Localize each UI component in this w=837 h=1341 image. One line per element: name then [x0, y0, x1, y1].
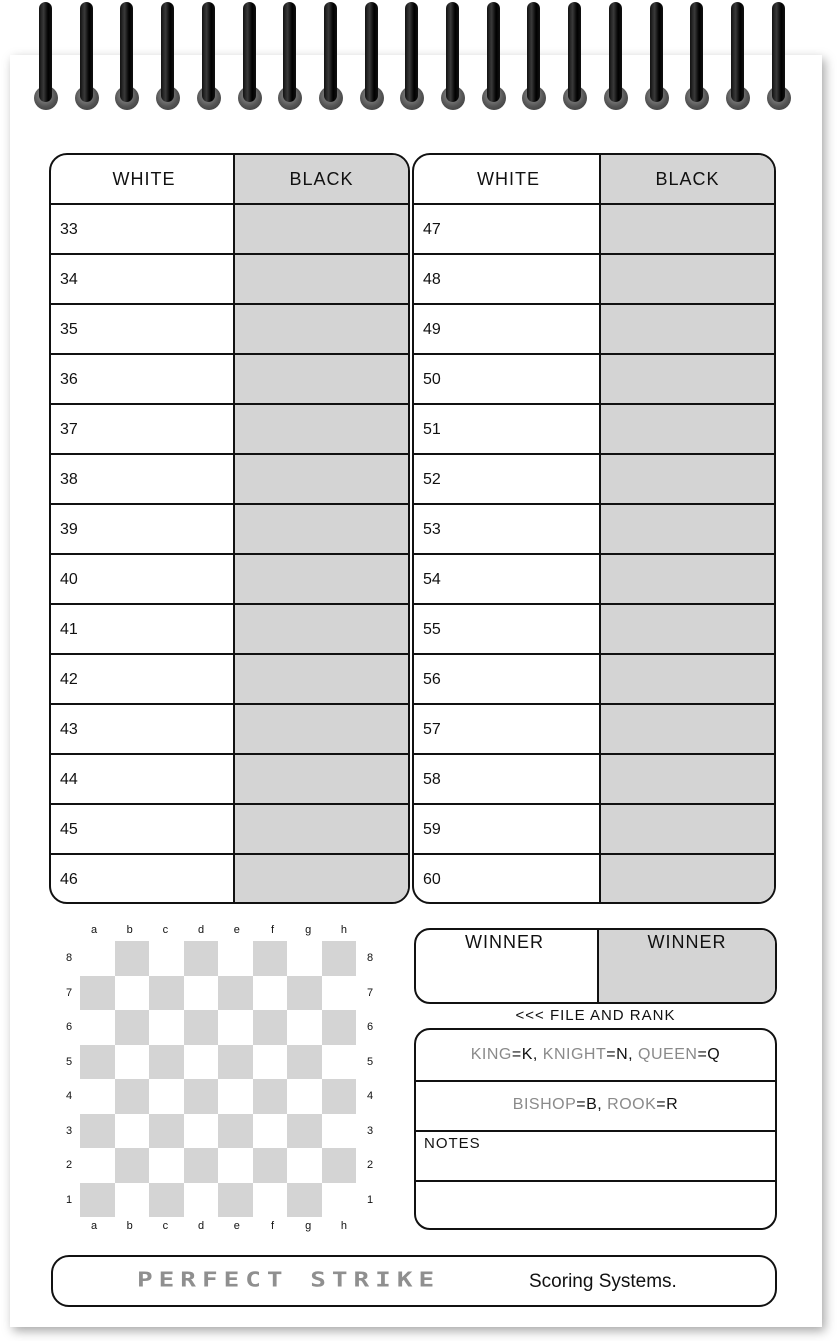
board-square — [115, 1114, 150, 1149]
binding-ring — [156, 2, 180, 110]
board-square — [184, 1079, 219, 1114]
row-divider — [51, 653, 408, 655]
board-square — [253, 976, 288, 1011]
board-square — [184, 1010, 219, 1045]
board-square — [80, 976, 115, 1011]
board-square — [115, 976, 150, 1011]
binding-ring — [115, 2, 139, 110]
board-square — [253, 1010, 288, 1045]
file-label: c — [162, 1220, 169, 1232]
file-label: d — [198, 1220, 205, 1232]
move-number: 33 — [60, 221, 78, 238]
move-number: 49 — [423, 321, 441, 338]
board-square — [322, 941, 357, 976]
moves-table-left — [49, 153, 410, 904]
move-number: 58 — [423, 771, 441, 788]
file-label: c — [162, 924, 169, 936]
board-square — [115, 1045, 150, 1080]
board-square — [149, 941, 184, 976]
rank-label: 3 — [366, 1124, 374, 1137]
board-square — [287, 1183, 322, 1218]
rank-label: 5 — [65, 1055, 73, 1068]
board-square — [322, 976, 357, 1011]
rank-label: 1 — [65, 1193, 73, 1206]
board-square — [115, 1010, 150, 1045]
binding-ring — [522, 2, 546, 110]
binding-ring — [238, 2, 262, 110]
file-label: b — [126, 1220, 133, 1232]
black-header: BLACK — [289, 169, 354, 189]
board-square — [149, 1183, 184, 1218]
notes-label: NOTES — [424, 1135, 481, 1152]
board-square — [115, 1148, 150, 1183]
move-number: 54 — [423, 571, 441, 588]
queen-label: QUEEN — [638, 1046, 698, 1063]
board-square — [287, 1114, 322, 1149]
board-square — [218, 1183, 253, 1218]
white-header: WHITE — [112, 169, 176, 189]
binding-ring — [685, 2, 709, 110]
piece-key-row-2 — [416, 1080, 775, 1132]
binding-ring — [34, 2, 58, 110]
board-square — [287, 941, 322, 976]
move-number: 53 — [423, 521, 441, 538]
board-square — [80, 941, 115, 976]
move-number: 51 — [423, 421, 441, 438]
board-square — [287, 1148, 322, 1183]
file-label: d — [198, 924, 205, 936]
knight-label: KNIGHT — [542, 1046, 607, 1063]
chess-board-diagram — [80, 941, 356, 1217]
row-divider — [414, 453, 774, 455]
rook-label: ROOK — [607, 1096, 657, 1113]
binding-ring — [767, 2, 791, 110]
board-square — [80, 1114, 115, 1149]
brand-footer — [51, 1255, 777, 1307]
move-number: 50 — [423, 371, 441, 388]
row-divider — [414, 403, 774, 405]
move-number: 52 — [423, 471, 441, 488]
move-number: 45 — [60, 821, 78, 838]
notes-blank-row — [416, 1180, 775, 1230]
row-divider — [51, 703, 408, 705]
board-square — [218, 1148, 253, 1183]
move-number: 43 — [60, 721, 78, 738]
rank-label: 1 — [366, 1193, 374, 1206]
piece-key-box — [414, 1028, 777, 1230]
rank-label: 7 — [65, 986, 73, 999]
board-square — [218, 976, 253, 1011]
white-header: WHITE — [477, 169, 540, 189]
rank-label: 8 — [65, 952, 73, 964]
black-column-shade — [599, 155, 774, 902]
bishop-abbr: =B, — [576, 1096, 608, 1113]
rank-label: 7 — [366, 986, 374, 999]
black-header: BLACK — [655, 169, 720, 189]
row-divider — [414, 853, 774, 855]
file-label: e — [233, 1220, 240, 1232]
binding-ring — [197, 2, 221, 110]
knight-abbr: =N, — [606, 1046, 639, 1063]
board-square — [184, 941, 219, 976]
king-label: KING — [470, 1046, 512, 1063]
row-divider — [414, 203, 774, 205]
rank-label: 5 — [366, 1055, 374, 1068]
file-label: f — [270, 1220, 275, 1232]
file-and-rank-label: <<< FILE AND RANK — [515, 1007, 676, 1024]
board-square — [322, 1114, 357, 1149]
board-square — [80, 1148, 115, 1183]
piece-key-row-1 — [416, 1030, 775, 1082]
board-square — [287, 1010, 322, 1045]
board-square — [149, 1148, 184, 1183]
row-divider — [51, 803, 408, 805]
row-divider — [51, 503, 408, 505]
rank-label: 6 — [65, 1021, 73, 1033]
bishop-label: BISHOP — [512, 1096, 577, 1113]
move-number: 37 — [60, 421, 78, 438]
board-square — [322, 1079, 357, 1114]
row-divider — [51, 203, 408, 205]
file-label: g — [305, 924, 312, 936]
file-label: a — [90, 924, 98, 936]
row-divider — [414, 653, 774, 655]
board-square — [218, 1045, 253, 1080]
file-label: b — [126, 924, 133, 936]
rank-label: 3 — [65, 1124, 73, 1137]
board-square — [218, 1114, 253, 1149]
board-square — [253, 1148, 288, 1183]
binding-ring — [400, 2, 424, 110]
file-label: h — [340, 924, 347, 936]
binding-ring — [360, 2, 384, 110]
move-number: 36 — [60, 371, 78, 388]
board-square — [287, 1079, 322, 1114]
row-divider — [414, 603, 774, 605]
file-label: e — [233, 924, 240, 936]
row-divider — [414, 553, 774, 555]
move-number: 60 — [423, 871, 441, 888]
board-square — [80, 1079, 115, 1114]
move-number: 44 — [60, 771, 78, 788]
file-label: h — [340, 1220, 347, 1232]
board-square — [253, 1183, 288, 1218]
board-square — [253, 1045, 288, 1080]
row-divider — [414, 803, 774, 805]
move-number: 57 — [423, 721, 441, 738]
row-divider — [51, 553, 408, 555]
row-divider — [51, 403, 408, 405]
board-square — [322, 1010, 357, 1045]
binding-ring — [482, 2, 506, 110]
move-number: 47 — [423, 221, 441, 238]
row-divider — [414, 703, 774, 705]
row-divider — [51, 453, 408, 455]
rank-label: 4 — [65, 1090, 73, 1102]
binding-ring — [604, 2, 628, 110]
row-divider — [51, 753, 408, 755]
row-divider — [51, 603, 408, 605]
moves-table-right — [412, 153, 776, 904]
board-square — [253, 1114, 288, 1149]
board-square — [115, 1183, 150, 1218]
row-divider — [51, 353, 408, 355]
binding-ring — [645, 2, 669, 110]
spiral-binding — [0, 0, 837, 115]
winner-white-label: WINNER — [465, 932, 544, 952]
row-divider — [414, 753, 774, 755]
move-number: 34 — [60, 271, 78, 288]
board-square — [218, 1010, 253, 1045]
board-square — [218, 1079, 253, 1114]
board-square — [149, 1010, 184, 1045]
file-label: a — [90, 1220, 98, 1232]
move-number: 40 — [60, 571, 78, 588]
move-number: 56 — [423, 671, 441, 688]
move-number: 55 — [423, 621, 441, 638]
rank-label: 4 — [366, 1090, 374, 1102]
binding-ring — [319, 2, 343, 110]
winner-box — [414, 928, 777, 1004]
row-divider — [414, 303, 774, 305]
rank-label: 6 — [366, 1021, 374, 1033]
queen-abbr: =Q — [697, 1046, 721, 1063]
binding-ring — [75, 2, 99, 110]
row-divider — [414, 503, 774, 505]
move-number: 46 — [60, 871, 78, 888]
move-number: 41 — [60, 621, 78, 638]
king-abbr: =K, — [511, 1046, 543, 1063]
move-number: 35 — [60, 321, 78, 338]
rank-label: 8 — [366, 952, 374, 964]
rank-label: 2 — [366, 1159, 374, 1171]
row-divider — [414, 353, 774, 355]
board-square — [80, 1010, 115, 1045]
move-number: 48 — [423, 271, 441, 288]
board-square — [80, 1183, 115, 1218]
binding-ring — [278, 2, 302, 110]
move-number: 38 — [60, 471, 78, 488]
board-square — [149, 976, 184, 1011]
move-number: 42 — [60, 671, 78, 688]
board-square — [287, 976, 322, 1011]
board-square — [115, 1079, 150, 1114]
row-divider — [51, 853, 408, 855]
black-column-shade — [233, 155, 408, 902]
board-square — [184, 1114, 219, 1149]
file-label: f — [270, 924, 275, 936]
board-square — [322, 1183, 357, 1218]
move-number: 39 — [60, 521, 78, 538]
board-square — [322, 1148, 357, 1183]
winner-black-label: WINNER — [647, 932, 727, 952]
board-square — [184, 1045, 219, 1080]
board-square — [184, 976, 219, 1011]
board-square — [80, 1045, 115, 1080]
binding-ring — [563, 2, 587, 110]
file-label: g — [305, 1220, 312, 1232]
notes-row — [416, 1130, 775, 1182]
row-divider — [51, 253, 408, 255]
binding-ring — [726, 2, 750, 110]
board-square — [149, 1114, 184, 1149]
rook-abbr: =R — [656, 1096, 679, 1113]
brand-logo-text: PERFECT STRIKE — [137, 1268, 441, 1292]
binding-ring — [441, 2, 465, 110]
board-square — [253, 1079, 288, 1114]
rank-label: 2 — [65, 1159, 73, 1171]
board-square — [149, 1079, 184, 1114]
row-divider — [414, 253, 774, 255]
board-square — [149, 1045, 184, 1080]
board-square — [184, 1148, 219, 1183]
board-square — [184, 1183, 219, 1218]
board-square — [253, 941, 288, 976]
row-divider — [51, 303, 408, 305]
move-number: 59 — [423, 821, 441, 838]
tagline: Scoring Systems. — [529, 1271, 677, 1292]
board-square — [115, 941, 150, 976]
board-square — [218, 941, 253, 976]
board-square — [322, 1045, 357, 1080]
board-square — [287, 1045, 322, 1080]
